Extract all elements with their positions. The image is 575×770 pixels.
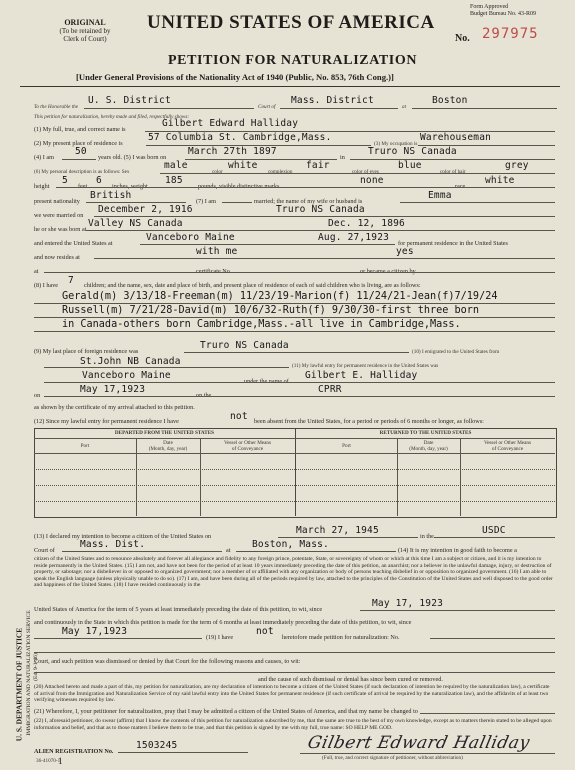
reasons-line — [34, 672, 555, 673]
entry-on-label: on — [34, 392, 41, 399]
attachments-paragraph: (20) Attached hereto and made a part of this, my petition for naturalization, are my declaration of intention to become a citizen of the United States (if such declaration of intention be required by the naturalization law), a certificate of arrival from the Immigration and Naturalization Service of my said lawful entry into the United States for permanent residence (if such certificate of arrival be required by the naturalization law), and the affidavits of at least two verifying witnesses required by law. — [34, 684, 550, 704]
declaration-district: Mass. Dist. — [80, 539, 146, 550]
children-rule-2 — [34, 317, 555, 318]
race-label: race — [455, 183, 466, 190]
court-of-label: Court of — [258, 104, 276, 110]
declaration-date-line — [278, 537, 418, 538]
height-feet: 5 — [62, 175, 68, 186]
prior-petition-line — [430, 638, 555, 639]
dismissal-reasons: Court, and such petition was dismissed or denied by that Court for the following reasons and causes, to wit: — [34, 658, 301, 665]
entry-date: May 17,1923 — [80, 384, 146, 395]
children-description-label: children; and the name, sex, date and place of birth, and present place of residence of each of said children who is living, are as follows: — [84, 282, 421, 289]
emigrated-line — [44, 367, 289, 368]
residence-since-label: United States of America for the term of 5 years at least immediately preceding the date of this petition, to wit, since — [34, 606, 323, 613]
children-line-1: Gerald(m) 3/13/18-Freeman(m) 11/23/19-Marion(f) 11/24/21-Jean(f)7/19/24 — [62, 291, 498, 302]
married-on-label: we were married on — [34, 212, 84, 219]
absence-not: not — [230, 411, 248, 422]
spouse-born-label: he or she was born at — [34, 226, 87, 233]
court-of-label-2: Court of — [34, 547, 55, 554]
birth-place: Truro NS Canada — [368, 146, 457, 157]
original-label: ORIGINAL — [64, 18, 106, 27]
filed-by-line-1: (To be retained by — [59, 27, 111, 35]
marital-label: (7) I am — [196, 198, 216, 205]
spouse-name: Emma — [428, 190, 452, 201]
spouse-born-on: Dec. 12, 1896 — [328, 218, 405, 229]
alien-reg-line — [118, 752, 248, 753]
declaration-city: Boston, Mass. — [252, 539, 329, 550]
side-form: (Ed. 9-1-46) — [33, 653, 39, 681]
spouse-resides-line — [94, 258, 555, 259]
complexion-value: fair — [306, 160, 330, 171]
spouse-resides-at: with me — [196, 246, 238, 257]
occupation-value: Warehouseman — [420, 132, 492, 143]
petition-intro: This petition for naturalization, hereby made and filed, respectfully shows: — [34, 114, 190, 120]
hair-value: grey — [505, 160, 529, 171]
intention-text: (14) It is my intention in good faith to become a — [398, 547, 517, 554]
returned-vessel-header: Vessel or Other Means — [483, 440, 532, 446]
hair-label: color of hair — [440, 169, 466, 175]
returned-date-header: Date — [423, 440, 434, 446]
prior-petition-not: not — [256, 626, 274, 637]
absence-row-3 — [34, 501, 555, 502]
prior-court-line — [34, 652, 555, 653]
foreign-residence-label: (9) My last place of foreign residence was — [34, 348, 139, 355]
nationality-value: British — [90, 190, 132, 201]
petition-number: 297975 — [482, 26, 539, 42]
weight-value: 185 — [165, 175, 183, 186]
returned-port-header: Port — [342, 443, 351, 449]
entry-line — [44, 382, 555, 383]
entry-name-label: under the name of — [244, 378, 289, 385]
side-department: U. S. DEPARTMENT OF JUSTICE — [14, 627, 24, 742]
form-approved: Form Approved — [470, 4, 509, 10]
absence-post-text: been absent from the United States, for a period or periods of 6 months or longer, as follows: — [254, 418, 484, 425]
absence-table-divider — [295, 428, 296, 516]
foreign-residence: Truro NS Canada — [200, 340, 289, 351]
height-label: height — [34, 183, 50, 190]
departed-date-sub: (Month, day, year) — [148, 446, 188, 452]
court-district: Mass. District — [291, 95, 374, 106]
entry-vessel-label: on the — [196, 392, 212, 399]
departed-port-header: Port — [80, 443, 90, 449]
spouse-naturalized: yes — [396, 246, 414, 257]
description-label: (6) My personal description is as follows: Sex — [34, 169, 130, 175]
sex-value: male — [164, 160, 188, 171]
form-code: 36-41070-1 — [36, 758, 61, 764]
name-change-line — [420, 713, 555, 714]
alien-reg-label: ALIEN REGISTRATION No. — [34, 748, 114, 755]
spouse-entry-port: Vanceboro Maine — [146, 232, 235, 243]
occupation-label: (3) My occupation is — [374, 141, 418, 147]
budget-bureau-number: Budget Bureau No. 43-R09 — [470, 11, 536, 17]
petition-subtitle: [Under General Provisions of the Nationality Act of 1940 (Public, No. 853, 76th Cong.)] — [76, 72, 394, 82]
entry-vessel: CPRR — [318, 384, 342, 395]
nationality-label: present nationality — [34, 198, 80, 205]
age-label: (4) I am — [34, 154, 54, 161]
height-line — [56, 187, 555, 188]
married-at-place: Truro NS Canada — [276, 204, 365, 215]
cert-line — [44, 272, 555, 273]
birth-place-label: in — [340, 154, 345, 161]
spouse-born-line — [86, 230, 555, 231]
spouse-born-at: Valley NS Canada — [88, 218, 183, 229]
arrival-cert-text: as shown by the certificate of my arrival attached to this petition. — [34, 404, 195, 411]
children-rule-3 — [34, 331, 555, 332]
name-label: (1) My full, true, and correct name is — [34, 126, 126, 133]
departed-date-header: Date — [163, 440, 173, 446]
filed-by-line-2: Clerk of Court) — [63, 35, 107, 43]
color-value: white — [228, 160, 258, 171]
returned-title: RETURNED TO THE UNITED STATES — [379, 430, 472, 436]
residence-label: (2) My present place of residence is — [34, 140, 123, 147]
court-district-line — [280, 108, 398, 109]
allegiance-paragraph: citizen of the United States and to renounce absolutely and forever all allegiance and fidelity to any foreign prince, potentate, State, or sovereignty of whom or which at this time I am a subject or citizen, and it is my intention to reside permanently in the United States. (15) I am not, and have not been for the period of at least 10 years immediately preceding the date of this petition, an anarchist; nor a believer in the unlawful damage, injury, or destruction of property, or sabotage; nor a disbeliever in or opposed to organized government; nor a member of or affiliated with any organization or body of persons teaching disbelief in or opposition to organized government. (16) I am able to speak the English language (unless physically unable to do so). (17) I am, and have been during all of the periods required by law, attached to the principles of the Constitution of the United States and well disposed to the good order and happiness of the United States. (18) I have resided continuously in the — [34, 556, 553, 589]
entry-port: Vanceboro Maine — [82, 370, 171, 381]
spouse-label: married; the name of my wife or husband is — [254, 198, 363, 205]
entry-name: Gilbert E. Halliday — [305, 370, 418, 381]
race-value: white — [485, 175, 515, 186]
court-name-line — [84, 108, 254, 109]
continuous-label: and continuously in the State in which this petition is made for the term of 6 months at least immediately preceding the date of this petition, to wit, since — [34, 619, 412, 626]
color-label: color — [212, 169, 223, 175]
declaration-date: March 27, 1945 — [296, 525, 379, 536]
departed-vessel-header: Vessel or Other Means — [223, 440, 272, 446]
marks-value: none — [360, 175, 384, 186]
declaration-district-line — [62, 551, 222, 552]
weight-label: inches, weight — [112, 183, 148, 190]
height-inches: 6 — [96, 175, 102, 186]
petitioner-signature: Gilbert Edward Halliday — [305, 733, 532, 753]
residence-since-line — [360, 610, 555, 611]
birth-date: March 27th 1897 — [188, 146, 277, 157]
marital-line — [222, 202, 252, 203]
returned-vessel-sub: of Conveyance — [491, 446, 524, 452]
birth-date-label: years old. (5) I was born on — [98, 154, 167, 161]
cert-at-label: at — [34, 268, 39, 275]
absence-row-1 — [34, 469, 555, 470]
spouse-entered-label: and entered the United States at — [34, 240, 113, 247]
court-city-line — [412, 108, 557, 109]
age-value: 50 — [75, 146, 87, 157]
departed-title: DEPARTED FROM THE UNITED STATES — [114, 430, 215, 436]
children-rule-1 — [34, 303, 555, 304]
absence-header-rule — [34, 438, 555, 439]
declaration-label: (13) I declared my intention to become a citizen of the United States on — [34, 533, 212, 540]
court-name: U. S. District — [88, 95, 171, 106]
wherefore-text: (21) Wherefore, I, your petitioner for naturalization, pray that I may be admitted a citizen of the United States of America, and that my name be changed to — [34, 708, 418, 715]
age-line — [62, 159, 96, 160]
emigrated-from: St.John NB Canada — [80, 356, 181, 367]
marks-label: pounds, visible distinctive marks — [198, 183, 280, 190]
foreign-residence-line — [184, 352, 409, 353]
nationality-line — [86, 202, 186, 203]
spouse-entry-date: Aug. 27,1923 — [318, 232, 390, 243]
children-line-2: Russell(m) 7/21/28-David(m) 10/6/32-Ruth(f) 9/30/30-first three born — [62, 305, 480, 316]
citizen-by-label: or became a citizen by — [360, 268, 416, 275]
in-the-label: in the — [420, 533, 434, 540]
continuous-line — [34, 638, 202, 639]
lawful-entry-label: (11) My lawful entry for permanent residence in the United States was — [292, 363, 439, 369]
page-mark: 1 — [58, 756, 63, 766]
complexion-label: complexion — [268, 169, 293, 175]
cert-no-label: certificate No. — [196, 268, 232, 275]
signature-caption: (Full, true, and correct signature of petitioner, without abbreviation) — [322, 755, 463, 761]
declaration-city-line — [236, 551, 396, 552]
spouse-perm-residence: for permanent residence in the United States — [398, 240, 508, 247]
absence-pre-text: (12) Since my lawful entry for permanent residence I have — [34, 418, 179, 425]
header-rule — [20, 86, 560, 87]
court-to-label: To the Honorable the — [34, 104, 79, 110]
petition-title: PETITION FOR NATURALIZATION — [168, 53, 418, 68]
prior-petition-pre: (19) I have — [206, 634, 234, 641]
court-city: Boston — [432, 95, 468, 106]
document-country-heading: UNITED STATES OF AMERICA — [147, 12, 435, 33]
description-line — [160, 173, 555, 174]
spouse-resides-label: and now resides at — [34, 254, 80, 261]
emigrated-label: (10) I emigrated to the United States from — [412, 349, 500, 355]
children-count: 7 — [68, 275, 74, 286]
spouse-entered-line — [140, 244, 395, 245]
petitioner-name: Gilbert Edward Halliday — [162, 118, 299, 129]
eyes-label: color of eyes — [352, 169, 379, 175]
entry-date-line — [44, 396, 555, 397]
married-line — [94, 216, 555, 217]
petition-number-label: No. — [455, 33, 470, 44]
children-count-label: (8) I have — [34, 282, 59, 289]
declaration-at-label: at — [226, 547, 231, 554]
departed-vessel-sub: of Conveyance — [231, 446, 264, 452]
married-on-date: December 2, 1916 — [98, 204, 193, 215]
residence-since: May 17, 1923 — [372, 598, 444, 609]
children-line-3: in Canada-others born Cambridge,Mass.-all live in Cambridge,Mass. — [62, 319, 461, 330]
cause-removed: and the cause of such dismissal or denial has since been cured or removed. — [258, 676, 443, 683]
prior-petition-post: heretofore made petition for naturalization: No. — [282, 634, 400, 641]
signature-line — [300, 753, 555, 754]
feet-label: feet — [78, 183, 88, 190]
returned-date-sub: (Month, day, year) — [409, 446, 448, 452]
declaration-court-line — [434, 537, 555, 538]
spouse-line — [400, 202, 555, 203]
eyes-value: blue — [398, 160, 422, 171]
continuous-since: May 17,1923 — [62, 626, 128, 637]
residence-value: 57 Columbia St. Cambridge,Mass. — [148, 132, 332, 143]
absence-row-2 — [34, 485, 555, 486]
side-service: IMMIGRATION AND NATURALIZATION SERVICE — [26, 610, 32, 736]
oath-paragraph: (22) I, aforesaid petitioner, do swear (affirm) that I know the contents of this petition for naturalization subscribed by me, that the same are true to the best of my own knowledge, except as to matters therein stated to be alleged upon information and belief, and that as to those matters I believe them to be true, and that this petition is signed by me with my full, true name: SO HELP ME GOD. — [34, 718, 552, 731]
court-at-label: at — [402, 104, 407, 110]
declaration-court: USDC — [482, 525, 506, 536]
alien-reg-number: 1503245 — [136, 740, 178, 751]
absence-colhead-rule — [34, 453, 555, 454]
